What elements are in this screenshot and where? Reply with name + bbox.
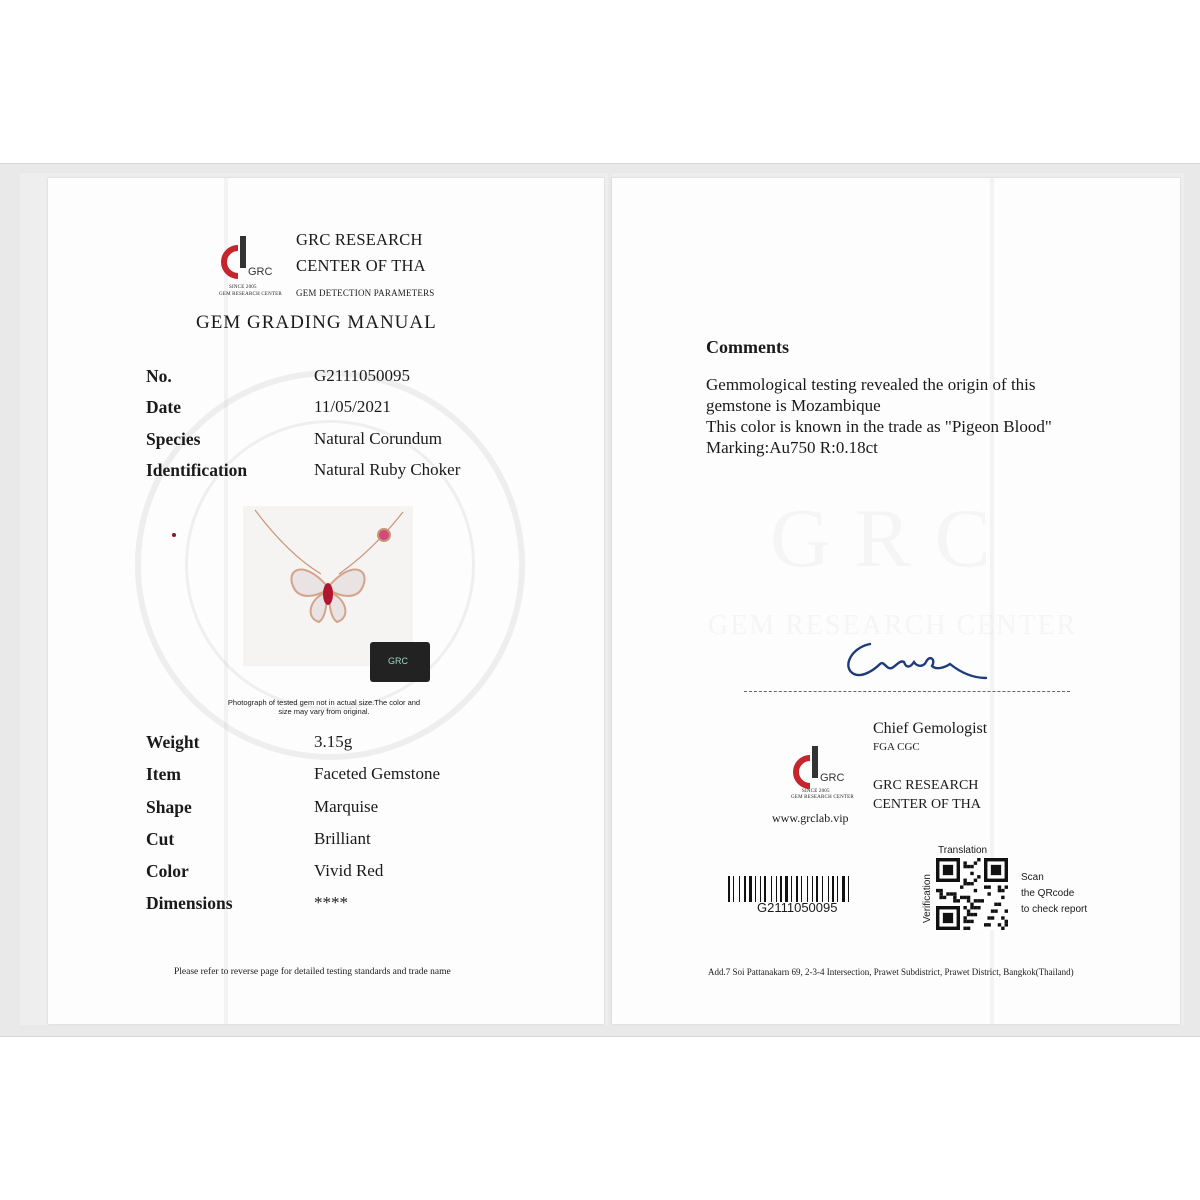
- right-logo-since: SINCE 2005: [802, 789, 830, 794]
- signature-image: [840, 634, 990, 684]
- qr-module: [974, 913, 977, 916]
- barcode-bar: [842, 876, 845, 902]
- barcode-bar: [731, 876, 732, 902]
- qr-module: [984, 885, 987, 888]
- field-label-color: Color: [146, 861, 189, 881]
- org-name-line2: CENTER OF THA: [296, 256, 426, 275]
- qr-module: [960, 885, 963, 888]
- field-value-shape: Marquise: [314, 797, 379, 816]
- qr-module: [963, 861, 966, 864]
- qr-module: [984, 923, 987, 926]
- barcode-bar: [762, 876, 763, 902]
- comment-line-2: gemstone is Mozambique: [706, 396, 881, 415]
- barcode-bar: [807, 876, 808, 902]
- qr-module: [963, 927, 966, 930]
- qr-module: [963, 920, 966, 923]
- barcode-bar: [755, 876, 756, 902]
- barcode-bar: [822, 876, 823, 902]
- field-value-dimensions: ****: [314, 893, 348, 912]
- barcode-bar: [776, 876, 777, 902]
- right-org-line1: GRC RESEARCH: [873, 778, 979, 793]
- qr-module: [977, 875, 980, 878]
- qr-module: [970, 906, 973, 909]
- qr-module: [967, 920, 970, 923]
- qr-module: [977, 858, 980, 861]
- watermark-gem-research-center: GEM RESEARCH CENTER: [708, 610, 1078, 641]
- comment-line-3: This color is known in the trade as "Pigeon Blood": [706, 417, 1052, 436]
- qr-module: [943, 913, 953, 923]
- barcode-bar: [832, 876, 834, 902]
- qr-module: [963, 906, 966, 909]
- field-label-dimensions: Dimensions: [146, 893, 233, 913]
- grc-logo-icon-right: [792, 744, 848, 792]
- org-name-line1: GRC RESEARCH: [296, 230, 423, 249]
- qr-module: [946, 892, 949, 895]
- qr-module: [939, 896, 942, 899]
- chief-gemologist-credentials: FGA CGC: [873, 741, 920, 753]
- qr-module: [953, 896, 956, 899]
- barcode-bar: [819, 876, 821, 902]
- qr-module: [967, 909, 970, 912]
- field-value-identification: Natural Ruby Choker: [314, 460, 461, 479]
- qr-module: [943, 865, 953, 875]
- field-label-item: Item: [146, 764, 181, 784]
- barcode-bar: [846, 876, 847, 902]
- signature-line: [744, 691, 1070, 692]
- barcode-bar: [812, 876, 813, 902]
- field-label-identification: Identification: [146, 460, 248, 480]
- comment-line-1: Gemmological testing revealed the origin of this: [706, 375, 1036, 394]
- barcode-bar: [850, 876, 852, 902]
- qr-module: [1005, 909, 1008, 912]
- qr-module: [963, 882, 966, 885]
- qr-module: [994, 909, 997, 912]
- qr-module: [936, 889, 939, 892]
- barcode-bar: [733, 876, 734, 902]
- right-page: [612, 178, 1180, 1024]
- field-value-date: 11/05/2021: [314, 397, 391, 416]
- qr-module: [970, 920, 973, 923]
- qr-module: [960, 896, 963, 899]
- barcode-bar: [824, 876, 827, 902]
- qr-module: [998, 923, 1001, 926]
- logo-since: SINCE 2005: [229, 285, 257, 290]
- qr-module: [1001, 927, 1004, 930]
- barcode-bar: [830, 876, 831, 902]
- field-label-cut: Cut: [146, 829, 175, 849]
- qr-module: [970, 913, 973, 916]
- qr-module: [939, 892, 942, 895]
- qr-module: [967, 896, 970, 899]
- qr-code-icon[interactable]: [936, 858, 1008, 930]
- barcode-bar: [837, 876, 838, 902]
- field-value-species: Natural Corundum: [314, 429, 442, 448]
- right-logo-sub: GEM RESEARCH CENTER: [791, 795, 854, 800]
- qr-module: [967, 899, 970, 902]
- qr-module: [943, 896, 946, 899]
- qr-module: [1005, 923, 1008, 926]
- qr-module: [974, 906, 977, 909]
- qr-module: [963, 865, 966, 868]
- qr-module: [970, 903, 973, 906]
- field-value-no: G2111050095: [314, 366, 411, 385]
- qr-module: [987, 916, 990, 919]
- left-footer-note: Please refer to reverse page for detailed testing standards and trade name: [174, 967, 451, 977]
- svg-text:GRC: GRC: [248, 266, 273, 278]
- qr-module: [987, 923, 990, 926]
- hologram-text: GRC: [388, 656, 408, 666]
- field-label-no: No.: [146, 366, 172, 386]
- barcode-bar: [739, 876, 740, 902]
- barcode-bar: [816, 876, 818, 902]
- grc-logo-icon: [220, 234, 276, 286]
- barcode-bar: [796, 876, 798, 902]
- barcode-bar: [747, 876, 748, 902]
- scan-line-2: the QRcode: [1021, 888, 1075, 899]
- qr-module: [950, 892, 953, 895]
- barcode-bar: [735, 876, 738, 902]
- qr-module: [991, 865, 1001, 875]
- barcode-bar: [799, 876, 800, 902]
- field-value-cut: Brilliant: [314, 829, 371, 848]
- qr-module: [991, 909, 994, 912]
- barcode-bar: [780, 876, 782, 902]
- qr-module: [967, 913, 970, 916]
- qr-module: [967, 882, 970, 885]
- qr-module: [957, 899, 960, 902]
- photo-caption: Photograph of tested gem not in actual size.The color and size may vary from original.: [227, 698, 421, 716]
- barcode-bar: [771, 876, 772, 902]
- svg-text:GRC: GRC: [820, 772, 845, 784]
- qr-module: [987, 885, 990, 888]
- barcode-number: G2111050095: [757, 900, 838, 915]
- qr-module: [998, 903, 1001, 906]
- document-title: GEM GRADING MANUAL: [196, 312, 437, 333]
- qr-module: [963, 896, 966, 899]
- qr-module: [981, 899, 984, 902]
- barcode-bar: [793, 876, 795, 902]
- field-label-weight: Weight: [146, 732, 200, 752]
- barcode-bar: [783, 876, 784, 902]
- qr-module: [967, 865, 970, 868]
- field-value-weight: 3.15g: [314, 732, 353, 751]
- chief-gemologist-title: Chief Gemologist: [873, 720, 988, 737]
- qr-module: [977, 906, 980, 909]
- qr-module: [974, 899, 977, 902]
- field-label-date: Date: [146, 397, 181, 417]
- qr-module: [977, 899, 980, 902]
- qr-module: [970, 865, 973, 868]
- scan-line-1: Scan: [1021, 872, 1044, 883]
- barcode-bar: [801, 876, 802, 902]
- barcode-bar: [741, 876, 743, 902]
- qr-module: [1001, 896, 1004, 899]
- barcode-bar: [789, 876, 790, 902]
- address-footer: Add.7 Soi Pattanakarn 69, 2-3-4 Intersection, Prawet Subdistrict, Prawet District, Bangkok(Thailand): [708, 967, 1074, 977]
- website-link[interactable]: www.grclab.vip: [772, 811, 849, 825]
- barcode-bar: [809, 876, 811, 902]
- red-dot: [172, 533, 176, 537]
- field-value-color: Vivid Red: [314, 861, 384, 880]
- qr-module: [953, 899, 956, 902]
- barcode-bar: [753, 876, 754, 902]
- translation-label: Translation: [938, 845, 988, 856]
- grc-hologram-card: [370, 642, 430, 682]
- barcode-bar: [791, 876, 792, 902]
- verification-label: Verification: [921, 874, 933, 923]
- qr-module: [970, 872, 973, 875]
- scan-line-3: to check report: [1021, 904, 1088, 915]
- barcode-bar: [773, 876, 775, 902]
- field-value-item: Faceted Gemstone: [314, 764, 441, 783]
- barcode-bar: [744, 876, 746, 902]
- barcode-image: [728, 876, 882, 902]
- qr-module: [939, 889, 942, 892]
- qr-module: [998, 885, 1001, 888]
- qr-module: [974, 889, 977, 892]
- org-subtitle: GEM DETECTION PARAMETERS: [296, 288, 435, 298]
- barcode-bar: [814, 876, 815, 902]
- field-label-shape: Shape: [146, 797, 192, 817]
- barcode-bar: [757, 876, 759, 902]
- qr-module: [991, 916, 994, 919]
- barcode-bar: [828, 876, 829, 902]
- barcode-bar: [749, 876, 752, 902]
- qr-module: [967, 927, 970, 930]
- qr-module: [953, 892, 956, 895]
- barcode-bar: [848, 876, 849, 902]
- barcode-bar: [785, 876, 788, 902]
- barcode-bar: [767, 876, 770, 902]
- comment-line-4: Marking:Au750 R:0.18ct: [706, 438, 878, 457]
- qr-module: [1001, 889, 1004, 892]
- comments-heading: Comments: [706, 337, 789, 357]
- qr-module: [970, 882, 973, 885]
- field-label-species: Species: [146, 429, 201, 449]
- qr-module: [963, 916, 966, 919]
- barcode-bar: [778, 876, 779, 902]
- qr-module: [1005, 885, 1008, 888]
- barcode-bar: [839, 876, 841, 902]
- barcode-bar: [764, 876, 766, 902]
- qr-module: [974, 879, 977, 882]
- qr-module: [963, 879, 966, 882]
- right-org-line2: CENTER OF THA: [873, 797, 981, 812]
- barcode-bar: [803, 876, 806, 902]
- barcode-bar: [835, 876, 836, 902]
- qr-module: [1001, 916, 1004, 919]
- qr-module: [1005, 920, 1008, 923]
- qr-module: [998, 889, 1001, 892]
- qr-module: [974, 861, 977, 864]
- logo-sub: GEM RESEARCH CENTER: [219, 292, 282, 297]
- qr-module: [987, 892, 990, 895]
- watermark-grc: GRC: [770, 492, 1015, 585]
- barcode-bar: [728, 876, 730, 902]
- barcode-bar: [760, 876, 761, 902]
- qr-module: [994, 903, 997, 906]
